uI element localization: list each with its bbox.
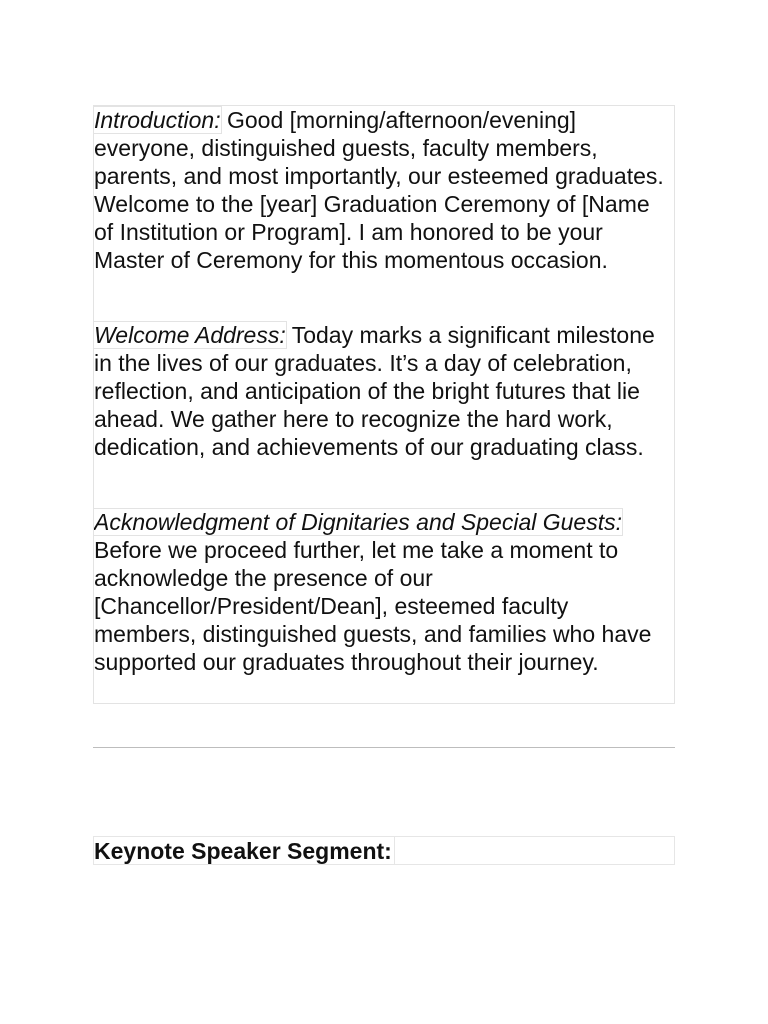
paragraph-lead-acknowledgment: Acknowledgment of Dignitaries and Special Guests: xyxy=(94,509,623,535)
paragraph-lead-welcome-address: Welcome Address: xyxy=(94,322,286,348)
paragraph-body-introduction: Good [morning/afternoon/evening] everyone, distinguished guests, faculty members, parents, and most importantly, our esteemed graduates. Welcome to the [year] Graduation Ceremony of [Name of Institution or Program]. I am honored to be your Master of Ceremony for this momentous occasion. xyxy=(94,107,664,273)
paragraph-welcome-address xyxy=(94,321,675,461)
paragraph-lead-introduction: Introduction: xyxy=(94,107,221,133)
paragraph-body-acknowledgment: Before we proceed further, let me take a moment to acknowledge the presence of our [Chancellor/President/Dean], esteemed faculty members, distinguished guests, and families who have supported our graduates throughout their journey. xyxy=(94,537,652,675)
horizontal-divider xyxy=(93,747,675,748)
paragraph-introduction xyxy=(94,106,675,274)
paragraph-acknowledgment xyxy=(94,508,675,676)
section-heading: Keynote Speaker Segment: xyxy=(94,837,395,865)
paragraph-body-welcome-address: Today marks a significant milestone in the lives of our graduates. It’s a day of celebration, reflection, and anticipation of the bright futures that lie ahead. We gather here to recognize the hard work, dedication, and achievements of our graduating class. xyxy=(94,322,655,460)
